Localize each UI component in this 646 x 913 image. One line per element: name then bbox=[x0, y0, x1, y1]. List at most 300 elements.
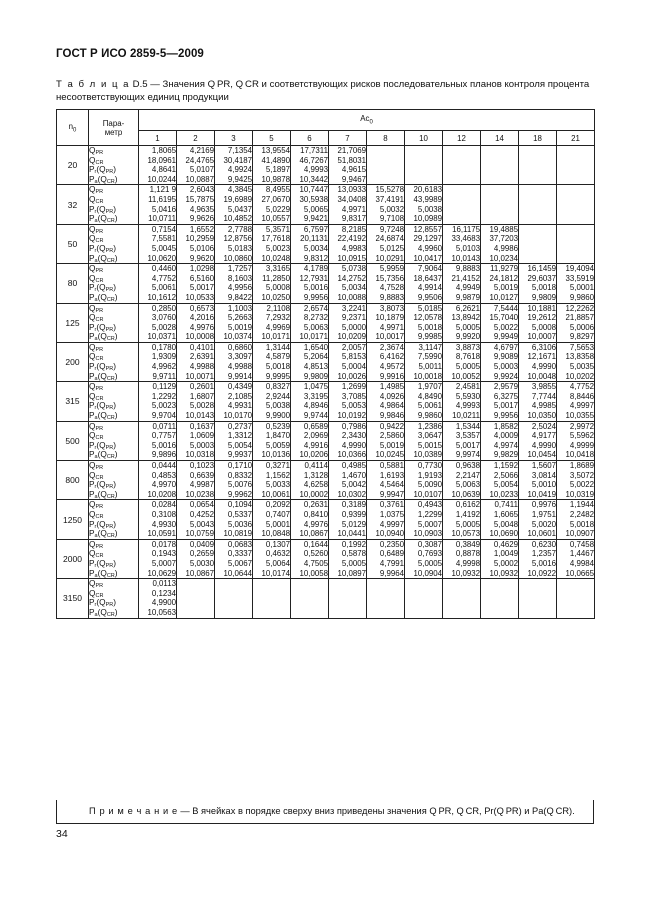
value: 1,0049 bbox=[493, 549, 518, 559]
value: 10,0048 bbox=[527, 371, 556, 381]
value: 10,0071 bbox=[185, 371, 214, 381]
n0-cell: 20 bbox=[57, 146, 89, 185]
value-cell bbox=[139, 303, 177, 342]
value: 5,0054 bbox=[227, 440, 252, 450]
column-header: 18 bbox=[519, 131, 557, 146]
value: 9,9956 bbox=[303, 292, 328, 302]
value: 4,2016 bbox=[189, 313, 214, 323]
value-cell bbox=[253, 185, 291, 224]
value: 3,2241 bbox=[341, 303, 366, 313]
value: 5,0054 bbox=[493, 480, 518, 490]
value: 5,0032 bbox=[379, 204, 404, 214]
value-cell bbox=[557, 303, 595, 342]
value: 1,4467 bbox=[569, 549, 595, 559]
value: 24,1812 bbox=[489, 273, 518, 283]
value: 17,7311 bbox=[300, 146, 328, 155]
value: 9,9089 bbox=[493, 352, 518, 362]
value: 0,7693 bbox=[417, 549, 442, 559]
value: 1,0298 bbox=[189, 264, 214, 274]
value: 1,3312 bbox=[227, 431, 252, 441]
value-cell bbox=[291, 303, 329, 342]
value: 4,9956 bbox=[227, 283, 252, 293]
param-label: $P_a(Q_{CR})$ bbox=[89, 606, 118, 618]
value: 29,6037 bbox=[527, 273, 556, 283]
param-label: $Q_{PR}$ bbox=[89, 145, 104, 156]
value: 4,9914 bbox=[417, 283, 442, 293]
value-cell bbox=[329, 264, 367, 303]
value-cell bbox=[405, 303, 443, 342]
column-header: 6 bbox=[291, 131, 329, 146]
value-cell bbox=[291, 500, 329, 539]
value: 5,3571 bbox=[265, 224, 290, 234]
value: 2,0057 bbox=[341, 342, 366, 352]
value: 5,0033 bbox=[265, 480, 290, 490]
value-cell bbox=[253, 303, 291, 342]
value: 9,9916 bbox=[379, 371, 404, 381]
value: 0,0284 bbox=[151, 500, 176, 510]
param-label: $P_r(Q_{PR})$ bbox=[89, 242, 117, 254]
page-number: 34 bbox=[56, 828, 68, 840]
param-cell bbox=[89, 185, 139, 224]
value: 5,0065 bbox=[303, 204, 328, 214]
value: 10,0244 bbox=[147, 174, 176, 184]
value: 1,5344 bbox=[455, 421, 480, 431]
value-cell bbox=[329, 342, 367, 381]
value-cell bbox=[557, 185, 595, 224]
value: 10,0690 bbox=[489, 529, 518, 539]
table-row bbox=[57, 342, 595, 381]
value-cell bbox=[139, 461, 177, 500]
value: 0,0654 bbox=[189, 500, 214, 510]
value: 5,5930 bbox=[455, 391, 480, 401]
value: 5,0016 bbox=[303, 283, 328, 293]
n0-cell: 1250 bbox=[57, 500, 89, 539]
value-cell bbox=[177, 342, 215, 381]
value: 10,0573 bbox=[451, 529, 480, 539]
value: 4,9985 bbox=[531, 401, 556, 411]
value: 12,7931 bbox=[299, 273, 328, 283]
value: 10,0250 bbox=[261, 292, 290, 302]
value: 15,7356 bbox=[375, 273, 404, 283]
value: 0,6573 bbox=[189, 303, 214, 313]
value: 0,3849 bbox=[455, 539, 480, 549]
value-cell bbox=[481, 382, 519, 421]
value: 10,0233 bbox=[489, 489, 518, 499]
value-cell bbox=[443, 539, 481, 578]
value: 10,0620 bbox=[147, 253, 176, 263]
value-cell bbox=[519, 421, 557, 460]
value: 9,9900 bbox=[265, 411, 290, 421]
value-cell bbox=[519, 146, 557, 185]
value-cell bbox=[329, 146, 367, 185]
value: 0,0683 bbox=[227, 539, 252, 549]
value: 5,0022 bbox=[493, 322, 518, 332]
param-label: $P_a(Q_{CR})$ bbox=[89, 291, 118, 303]
value: 9,9924 bbox=[493, 371, 518, 381]
value-cell bbox=[443, 303, 481, 342]
value: 10,0867 bbox=[185, 568, 214, 578]
value: 5,0023 bbox=[265, 243, 290, 253]
value: 9,8883 bbox=[379, 292, 404, 302]
value-cell bbox=[291, 539, 329, 578]
value-cell bbox=[367, 146, 405, 185]
n0-cell: 125 bbox=[57, 303, 89, 342]
value: 5,0017 bbox=[493, 401, 518, 411]
param-label: $Q_{CR}$ bbox=[89, 193, 104, 205]
value: 0,9399 bbox=[341, 509, 366, 519]
value: 10,0887 bbox=[185, 174, 214, 184]
value: 0,4114 bbox=[304, 461, 328, 470]
value: 5,8153 bbox=[341, 352, 366, 362]
value: 10,0932 bbox=[489, 568, 518, 578]
value: 5,0003 bbox=[189, 440, 214, 450]
value: 9,9421 bbox=[303, 214, 328, 224]
value: 21,7069 bbox=[337, 146, 366, 155]
value: 0,0113 bbox=[152, 579, 176, 589]
column-header: 7 bbox=[329, 131, 367, 146]
value-cell bbox=[443, 185, 481, 224]
value: 1,6065 bbox=[493, 509, 518, 519]
value-cell bbox=[139, 264, 177, 303]
value: 3,8073 bbox=[379, 303, 404, 313]
value: 12,0578 bbox=[413, 313, 442, 323]
value: 2,5860 bbox=[379, 431, 404, 441]
column-header: 8 bbox=[367, 131, 405, 146]
value: 9,9896 bbox=[151, 450, 176, 460]
value-cell bbox=[557, 146, 595, 185]
value: 22,4192 bbox=[337, 234, 366, 244]
value: 4,7752 bbox=[569, 382, 595, 392]
value: 0,2631 bbox=[303, 500, 328, 510]
value: 10,0143 bbox=[451, 253, 480, 263]
param-label: $Q_{CR}$ bbox=[89, 233, 104, 245]
value: 10,0644 bbox=[223, 568, 252, 578]
value: 0,1023 bbox=[189, 461, 214, 470]
value: 5,0010 bbox=[531, 480, 556, 490]
param-label: $P_r(Q_{PR})$ bbox=[89, 439, 117, 451]
value: 10,0192 bbox=[337, 411, 366, 421]
value: 0,1710 bbox=[227, 461, 252, 470]
value: 5,0103 bbox=[455, 243, 480, 253]
value-cell bbox=[367, 264, 405, 303]
value: 4,7528 bbox=[379, 283, 404, 293]
table-row bbox=[57, 579, 595, 618]
value: 0,0711 bbox=[152, 421, 176, 431]
value: 9,9711 bbox=[152, 371, 176, 381]
value: 10,0441 bbox=[337, 529, 366, 539]
value: 10,0867 bbox=[299, 529, 328, 539]
value-cell bbox=[329, 500, 367, 539]
value: 10,0759 bbox=[185, 529, 214, 539]
value: 0,9422 bbox=[379, 421, 404, 431]
value: 1,8582 bbox=[493, 421, 518, 431]
param-cell bbox=[89, 461, 139, 500]
value: 9,9985 bbox=[417, 332, 442, 342]
value: 5,0067 bbox=[227, 558, 252, 568]
value: 0,4629 bbox=[493, 539, 518, 549]
param-label: $Q_{CR}$ bbox=[89, 469, 104, 481]
value: 0,2659 bbox=[189, 549, 214, 559]
value-cell bbox=[443, 146, 481, 185]
value: 9,9860 bbox=[569, 292, 595, 302]
param-label: $Q_{PR}$ bbox=[89, 460, 104, 471]
value: 0,3108 bbox=[151, 509, 176, 519]
value-cell bbox=[215, 579, 253, 618]
value: 9,9914 bbox=[227, 371, 252, 381]
value: 10,0026 bbox=[337, 371, 366, 381]
value: 0,2350 bbox=[379, 539, 404, 549]
value: 4,9971 bbox=[379, 322, 404, 332]
value: 0,6162 bbox=[455, 500, 480, 510]
value: 2,9244 bbox=[265, 391, 290, 401]
value: 10,0061 bbox=[261, 489, 290, 499]
value: 10,0601 bbox=[527, 529, 556, 539]
value: 2,1085 bbox=[227, 391, 252, 401]
value: 0,6489 bbox=[379, 549, 404, 559]
value: 10,0374 bbox=[223, 332, 252, 342]
value: 10,0665 bbox=[565, 568, 595, 578]
n0-cell: 800 bbox=[57, 461, 89, 500]
value: 5,0059 bbox=[265, 440, 290, 450]
value: 0,6230 bbox=[531, 539, 556, 549]
value: 5,0008 bbox=[531, 322, 556, 332]
param-label: $Q_{PR}$ bbox=[89, 223, 104, 235]
value: 0,7986 bbox=[341, 421, 366, 431]
value-cell bbox=[481, 500, 519, 539]
value: 10,0002 bbox=[299, 489, 328, 499]
value-cell bbox=[557, 224, 595, 263]
value: 1,2699 bbox=[341, 382, 366, 392]
param-label: $P_a(Q_{CR})$ bbox=[89, 173, 118, 185]
param-label: $Q_{PR}$ bbox=[89, 263, 104, 275]
value: 3,0760 bbox=[151, 313, 176, 323]
value: 1,2386 bbox=[417, 421, 442, 431]
param-header: Пара- метр bbox=[89, 110, 139, 146]
param-label: $Q_{CR}$ bbox=[89, 548, 104, 560]
value-cell bbox=[557, 500, 595, 539]
value: 5,0045 bbox=[151, 243, 176, 253]
value: 16,1175 bbox=[452, 224, 480, 234]
value: 5,0005 bbox=[341, 558, 366, 568]
value: 5,0003 bbox=[493, 362, 518, 372]
param-label: $P_a(Q_{CR})$ bbox=[89, 331, 118, 343]
value-cell bbox=[215, 264, 253, 303]
value: 1,4192 bbox=[455, 509, 480, 519]
value: 5,0185 bbox=[417, 303, 442, 313]
value: 5,0006 bbox=[569, 322, 595, 332]
value-cell bbox=[367, 342, 405, 381]
value: 4,8641 bbox=[151, 165, 176, 175]
value: 2,9972 bbox=[569, 421, 595, 431]
value: 15,5278 bbox=[375, 185, 404, 195]
value: 9,9506 bbox=[417, 292, 442, 302]
value: 4,3845 bbox=[227, 185, 252, 195]
param-cell bbox=[89, 539, 139, 578]
value: 14,2752 bbox=[337, 273, 366, 283]
value: 5,0005 bbox=[417, 558, 442, 568]
caption-label: Т а б л и ц а bbox=[56, 79, 130, 90]
value: 5,0001 bbox=[265, 519, 290, 529]
value-cell bbox=[329, 224, 367, 263]
value: 15,7040 bbox=[489, 313, 518, 323]
value-cell bbox=[177, 539, 215, 578]
value-cell bbox=[443, 500, 481, 539]
value-cell bbox=[481, 342, 519, 381]
value: 10,0302 bbox=[337, 489, 366, 499]
value: 0,9976 bbox=[531, 500, 556, 510]
value-cell bbox=[177, 303, 215, 342]
value: 7,5581 bbox=[151, 234, 176, 244]
value: 0,8332 bbox=[227, 470, 252, 480]
value-cell bbox=[481, 264, 519, 303]
value: 19,4094 bbox=[565, 264, 595, 274]
value-cell bbox=[253, 382, 291, 421]
value-cell bbox=[481, 461, 519, 500]
value: 0,6639 bbox=[189, 470, 214, 480]
value: 9,9846 bbox=[379, 411, 404, 421]
value: 0,2601 bbox=[189, 382, 214, 392]
value: 9,9425 bbox=[227, 174, 252, 184]
value: 1,1592 bbox=[493, 461, 518, 470]
table-row bbox=[57, 461, 595, 500]
param-label: $Q_{PR}$ bbox=[89, 381, 104, 393]
value: 0,8327 bbox=[265, 382, 290, 392]
value: 4,7752 bbox=[151, 273, 176, 283]
value-cell bbox=[405, 264, 443, 303]
value: 10,0907 bbox=[565, 529, 595, 539]
value: 2,0969 bbox=[303, 431, 328, 441]
value: 5,0035 bbox=[569, 362, 595, 372]
value-cell bbox=[215, 539, 253, 578]
value: 10,0007 bbox=[527, 332, 556, 342]
value: 10,0533 bbox=[185, 292, 214, 302]
value: 30,4187 bbox=[223, 155, 252, 165]
value-cell bbox=[519, 579, 557, 618]
value: 2,6574 bbox=[303, 303, 328, 313]
value-cell bbox=[405, 224, 443, 263]
value-cell bbox=[139, 342, 177, 381]
value: 30,5938 bbox=[299, 194, 328, 204]
value: 3,3097 bbox=[227, 352, 252, 362]
value: 21,4152 bbox=[451, 273, 480, 283]
value: 5,0038 bbox=[265, 401, 290, 411]
value-cell bbox=[405, 382, 443, 421]
value-cell bbox=[139, 500, 177, 539]
value: 29,1297 bbox=[413, 234, 442, 244]
value-cell bbox=[519, 185, 557, 224]
param-label: $P_r(Q_{PR})$ bbox=[89, 164, 117, 176]
param-cell bbox=[89, 224, 139, 263]
param-label: $P_a(Q_{CR})$ bbox=[89, 567, 118, 579]
value: 0,5239 bbox=[265, 421, 290, 431]
value: 3,3195 bbox=[303, 391, 328, 401]
value-cell bbox=[215, 421, 253, 460]
value: 10,9878 bbox=[261, 174, 290, 184]
value: 0,1992 bbox=[341, 539, 366, 549]
value: 9,9620 bbox=[189, 253, 214, 263]
value: 4,1789 bbox=[303, 264, 328, 274]
value: 10,2959 bbox=[185, 234, 214, 244]
value-cell bbox=[443, 382, 481, 421]
n0-cell: 3150 bbox=[57, 579, 89, 618]
value-cell bbox=[215, 185, 253, 224]
value: 4,9572 bbox=[379, 362, 404, 372]
value: 10,0848 bbox=[261, 529, 290, 539]
value: 3,5072 bbox=[569, 470, 595, 480]
value-cell bbox=[443, 264, 481, 303]
value: 10,0202 bbox=[565, 371, 595, 381]
param-label: $Q_{PR}$ bbox=[89, 341, 104, 353]
value-cell bbox=[519, 382, 557, 421]
value: 10,0989 bbox=[413, 214, 442, 224]
value: 0,3087 bbox=[417, 539, 442, 549]
value-cell bbox=[443, 421, 481, 460]
value: 4,9987 bbox=[189, 480, 214, 490]
value: 10,0940 bbox=[375, 529, 404, 539]
value: 8,1603 bbox=[227, 273, 252, 283]
value-cell bbox=[367, 303, 405, 342]
value: 5,1897 bbox=[265, 165, 290, 175]
value: 12,8756 bbox=[223, 234, 252, 244]
value-cell bbox=[405, 146, 443, 185]
value: 8,2185 bbox=[341, 224, 366, 234]
param-label: $P_a(Q_{CR})$ bbox=[89, 528, 118, 540]
value: 1,6540 bbox=[303, 342, 328, 352]
value: 4,9970 bbox=[151, 480, 176, 490]
value: 2,9579 bbox=[493, 382, 518, 392]
value-cell bbox=[443, 579, 481, 618]
value: 5,0036 bbox=[227, 519, 252, 529]
value: 10,0318 bbox=[185, 450, 214, 460]
value-cell bbox=[177, 421, 215, 460]
value: 10,0206 bbox=[299, 450, 328, 460]
param-label: $Q_{CR}$ bbox=[89, 390, 104, 402]
value: 10,0591 bbox=[147, 529, 176, 539]
value: 5,0015 bbox=[417, 440, 442, 450]
value: 13,0933 bbox=[337, 185, 366, 195]
value-cell bbox=[443, 342, 481, 381]
value: 4,0009 bbox=[493, 431, 518, 441]
ac0-header: $Ac_0$ bbox=[139, 110, 595, 131]
param-label: $P_r(Q_{PR})$ bbox=[89, 479, 117, 491]
value: 4,9177 bbox=[531, 431, 556, 441]
value: 5,0076 bbox=[227, 480, 252, 490]
value: 13,8942 bbox=[451, 313, 480, 323]
value: 0,4460 bbox=[151, 264, 176, 274]
value-cell bbox=[367, 539, 405, 578]
value: 0,7458 bbox=[569, 539, 595, 549]
value: 4,9999 bbox=[569, 440, 595, 450]
value: 0,1943 bbox=[151, 549, 176, 559]
value: 0,0409 bbox=[189, 539, 214, 549]
value: 12,2262 bbox=[565, 303, 595, 313]
value: 10,0208 bbox=[147, 489, 176, 499]
value: 11,2850 bbox=[262, 273, 290, 283]
n0-cell: 50 bbox=[57, 224, 89, 263]
param-label: $P_r(Q_{PR})$ bbox=[89, 203, 117, 215]
value: 0,2092 bbox=[265, 500, 290, 510]
value: 5,0028 bbox=[189, 401, 214, 411]
value: 1,6552 bbox=[189, 224, 214, 234]
value: 0,5337 bbox=[227, 509, 252, 519]
value: 2,3674 bbox=[379, 342, 404, 352]
value: 0,4252 bbox=[189, 509, 214, 519]
value: 4,9900 bbox=[151, 598, 176, 608]
value: 8,7618 bbox=[455, 352, 480, 362]
value-cell bbox=[291, 185, 329, 224]
value: 5,0053 bbox=[341, 401, 366, 411]
value: 2,5066 bbox=[493, 470, 518, 480]
